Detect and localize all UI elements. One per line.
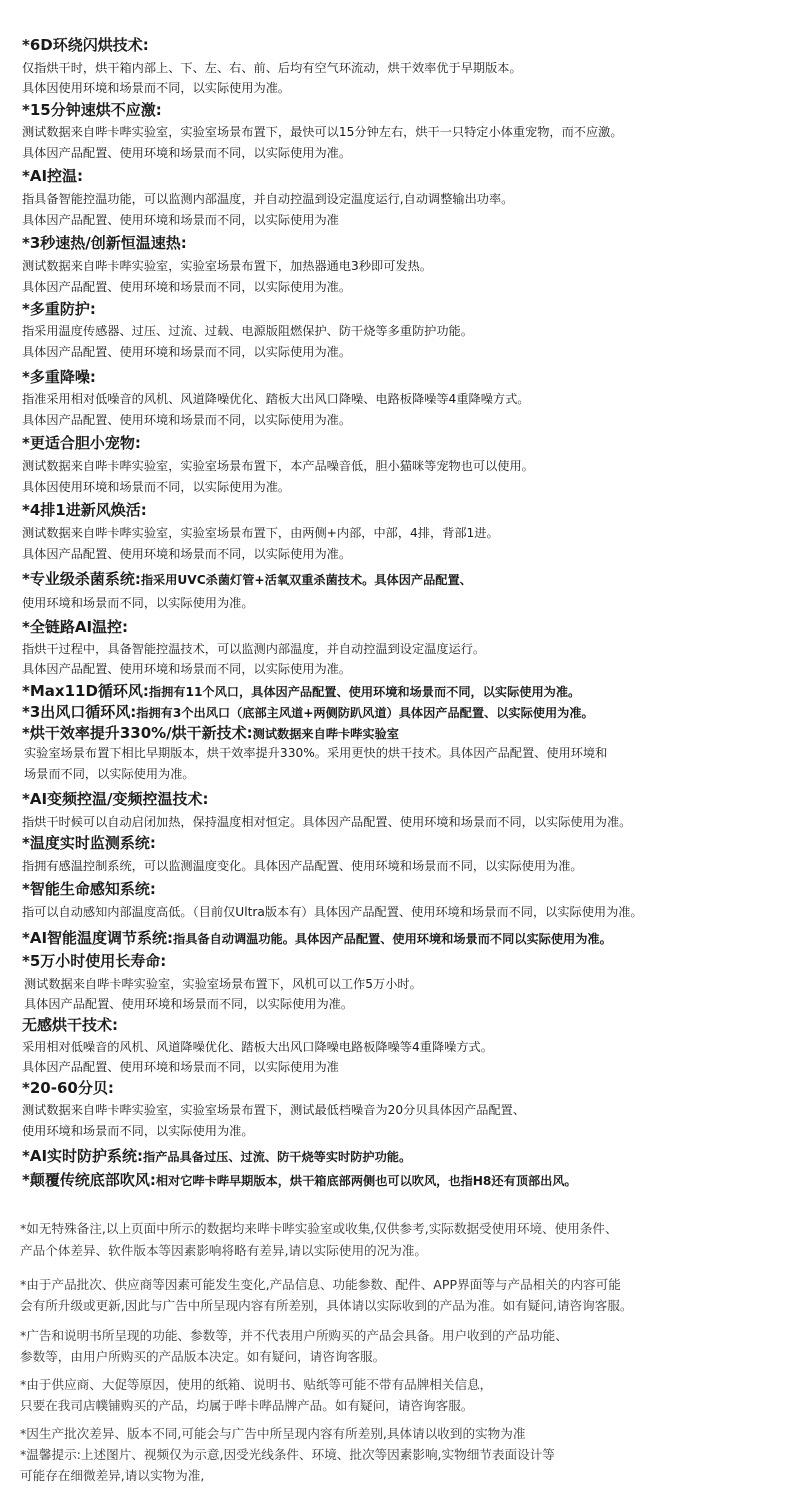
feature-text: 测试数据来自哔卡哔实验室，实验室场景布置下，测试最低档噪音为20分贝具体因产品配置、	[22, 1103, 526, 1117]
feature-inline-text: 指产品具备过压、过流、防干烧等实时防护功能。	[143, 1150, 412, 1164]
feature-title: *15分钟速烘不应激:	[22, 101, 162, 119]
footnote-text: 参数等，由用户所购买的产品版本决定。如有疑问，请咨询客服。	[20, 1349, 386, 1364]
feature-text: 具体因产品配置、使用环境和场景而不同，以实际使用为准。	[22, 547, 352, 561]
feature-heading-row	[22, 931, 612, 946]
feature-title: *AI实时防护系统:	[22, 1147, 144, 1165]
feature-text: 具体因产品配置、使用环境和场景而不同，以实际使用为准。	[22, 662, 352, 676]
feature-heading-row	[22, 1173, 577, 1188]
feature-title: *Max11D循环风:	[22, 682, 149, 700]
feature-title: *智能生命感知系统:	[22, 880, 156, 898]
feature-text: 测试数据来自哔卡哔实验室，实验室场景布置下，本产品噪音低，胆小猫咪等宠物也可以使用。	[22, 459, 534, 473]
feature-text: 场景而不同，以实际使用为准。	[24, 767, 195, 781]
footnote-text: *由于产品批次、供应商等因素可能发生变化,产品信息、功能参数、配件、APP界面等与产品相关的内容可能	[20, 1277, 621, 1292]
feature-text: 指烘干时候可以自动启闭加热，保持温度相对恒定。具体因产品配置、使用环境和场景而不同，以实际使用为准。	[22, 815, 632, 829]
feature-title: *颠覆传统底部吹风:	[22, 1171, 156, 1189]
feature-text: 具体因产品配置、使用环境和场景而不同，以实际使用为准。	[22, 146, 352, 160]
feature-text: 具体因使用环境和场景而不同，以实际使用为准。	[22, 480, 291, 494]
feature-text: 指可以自动感知内部温度高低。（目前仅Ultra版本有）具体因产品配置、使用环境和场景而不同，以实际使用为准。	[22, 905, 643, 919]
feature-title: *AI控温:	[22, 167, 84, 185]
feature-text: 采用相对低噪音的风机、风道降噪优化、踏板大出风口降噪电路板降噪等4重降噪方式。	[22, 1040, 493, 1054]
feature-text: 具体因产品配置、使用环境和场景而不同，以实际使用为准。	[22, 280, 352, 294]
feature-inline-text: 指具备自动调温功能。具体因产品配置、使用环境和场景而不同以实际使用为准。	[173, 932, 612, 946]
footnote-text: *因生产批次差异、版本不同,可能会与广告中所呈现内容有所差别,具体请以收到的实物为准	[20, 1426, 526, 1441]
footnote-text: 可能存在细微差异,请以实物为准,	[20, 1468, 205, 1483]
feature-heading-row	[22, 572, 472, 587]
feature-inline-text: 指拥有11个风口，具体因产品配置、使用环境和场景而不同，以实际使用为准。	[148, 685, 581, 699]
feature-title: *5万小时使用长寿命:	[22, 952, 167, 970]
feature-title: *AI智能温度调节系统:	[22, 929, 174, 947]
feature-text: 具体因产品配置、使用环境和场景而不同，以实际使用为准	[22, 1060, 339, 1074]
feature-inline-text: 相对它哔卡哔早期版本，烘干箱底部两侧也可以吹风，也指H8还有顶部出风。	[155, 1174, 577, 1188]
feature-text: 具体因产品配置、使用环境和场景而不同，以实际使用为准	[22, 213, 339, 227]
footnote-text: 会有所升级或更新,因此与广告中所呈现内容有所差别，具体请以实际收到的产品为准。如有疑问,请咨询客服。	[20, 1298, 633, 1313]
feature-title: *温度实时监测系统:	[22, 834, 156, 852]
feature-text: 测试数据来自哔卡哔实验室，实验室场景布置下，由两侧+内部，中部，4排，背部1进。	[22, 526, 499, 540]
feature-title: *多重降噪:	[22, 368, 96, 386]
feature-title: 无感烘干技术:	[22, 1016, 118, 1034]
feature-title: *专业级杀菌系统:	[22, 570, 141, 588]
feature-title: *更适合胆小宠物:	[22, 434, 141, 452]
feature-text: 具体因产品配置、使用环境和场景而不同，以实际使用为准。	[24, 997, 354, 1011]
feature-text: 指准采用相对低噪音的风机、风道降噪优化、踏板大出风口降噪、电路板降噪等4重降噪方式。	[22, 392, 530, 406]
feature-title: *烘干效率提升330%/烘干新技术:	[22, 724, 253, 742]
feature-inline-text: 指拥有3个出风口（底部主风道+两侧防趴风道）具体因产品配置、以实际使用为准。	[136, 706, 594, 720]
feature-heading-row	[22, 1149, 411, 1164]
feature-inline-text: 指采用UVC杀菌灯管+活氧双重杀菌技术。具体因产品配置、	[140, 573, 472, 587]
feature-title: *20-60分贝:	[22, 1079, 114, 1097]
feature-title: *多重防护:	[22, 300, 96, 318]
feature-text: 指拥有感温控制系统，可以监测温度变化。具体因产品配置、使用环境和场景而不同，以实际使用为准。	[22, 859, 583, 873]
footnote-text: *温馨提示:上述图片、视频仅为示意,因受光线条件、环境、批次等因素影响,实物细节表面设计等	[20, 1447, 555, 1462]
feature-text: 具体因产品配置、使用环境和场景而不同，以实际使用为准。	[22, 413, 352, 427]
feature-text: 具体因产品配置、使用环境和场景而不同，以实际使用为准。	[22, 345, 352, 359]
feature-heading-row	[22, 726, 399, 741]
footnote-text: *如无特殊备注,以上页面中所示的数据均来哔卡哔实验室或收集,仅供参考,实际数据受使用环境、使用条件、	[20, 1221, 618, 1236]
feature-text: 测试数据来自哔卡哔实验室，实验室场景布置下，加热器通电3秒即可发热。	[22, 259, 432, 273]
feature-heading-row	[22, 705, 594, 720]
feature-text: 使用环境和场景而不同，以实际使用为准。	[22, 1124, 254, 1138]
footnote-text: 产品个体差异、软件版本等因素影响将略有差异,请以实际使用的况为准。	[20, 1243, 428, 1258]
feature-title: *3出风口循环风:	[22, 703, 137, 721]
feature-text: 指烘干过程中，具备智能控温技术，可以监测内部温度，并自动控温到设定温度运行。	[22, 642, 486, 656]
feature-text: 使用环境和场景而不同，以实际使用为准。	[22, 596, 254, 610]
footnote-text: *广告和说明书所呈现的功能、参数等，并不代表用户所购买的产品会具备。用户收到的产品功能、	[20, 1328, 568, 1343]
feature-text: 指具备智能控温功能，可以监测内部温度，并自动控温到设定温度运行,自动调整输出功率。	[22, 192, 514, 206]
feature-text: 具体因使用环境和场景而不同，以实际使用为准。	[22, 81, 291, 95]
footnote-text: *由于供应商、大促等原因，使用的纸箱、说明书、贴纸等可能不带有品牌相关信息，	[20, 1377, 493, 1392]
feature-title: *AI变频控温/变频控温技术:	[22, 790, 209, 808]
feature-text: 实验室场景布置下相比早期版本，烘干效率提升330%。采用更快的烘干技术。具体因产品配置、使用环境和	[24, 746, 608, 760]
feature-title: *4排1进新风焕活:	[22, 501, 147, 519]
feature-title: *6D环绕闪烘技术:	[22, 36, 149, 54]
feature-inline-text: 测试数据来自哔卡哔实验室	[252, 727, 399, 741]
feature-heading-row	[22, 684, 580, 699]
footnote-text: 只要在我司店幞铺购买的产品，均属于哔卡哔品牌产品。如有疑问，请咨询客服。	[20, 1398, 474, 1413]
feature-title: *3秒速热/创新恒温速热:	[22, 234, 187, 252]
feature-text: 测试数据来自哔卡哔实验室，实验室场景布置下，风机可以工作5万小时。	[24, 977, 422, 991]
feature-title: *全链路AI温控:	[22, 618, 129, 636]
feature-text: 指采用温度传感器、过压、过流、过载、电源版阻燃保护、防干烧等多重防护功能。	[22, 324, 473, 338]
feature-text: 仅指烘干时，烘干箱内部上、下、左、右、前、后均有空气环流动，烘干效率优于早期版本。	[22, 61, 522, 75]
feature-text: 测试数据来自哔卡哔实验室，实验室场景布置下，最快可以15分钟左右，烘干一只特定小体重宠物，而不应激。	[22, 125, 623, 139]
